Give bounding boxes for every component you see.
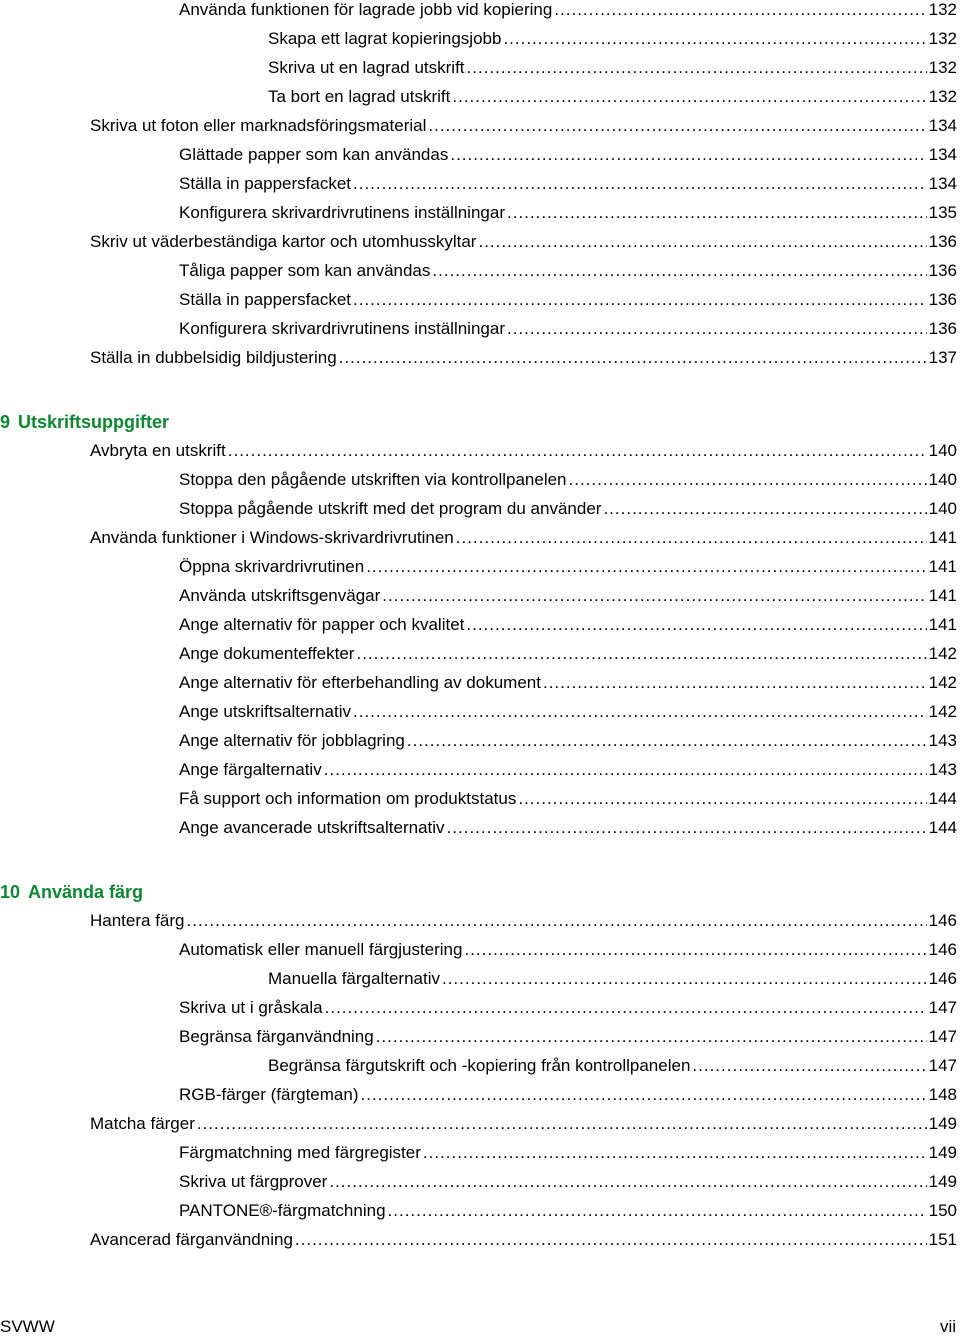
dot-leader — [197, 1112, 927, 1136]
toc-entry[interactable] — [179, 700, 957, 724]
toc-entry-page: 136 — [928, 232, 957, 251]
toc-entry-title: Ta bort en lagrad utskrift — [268, 87, 451, 106]
toc-entry-title: Skriva ut färgprover — [179, 1172, 328, 1191]
dot-leader — [228, 439, 927, 463]
toc-entry[interactable] — [268, 27, 957, 51]
dot-leader — [353, 700, 927, 724]
dot-leader — [554, 0, 926, 22]
toc-entry[interactable] — [179, 317, 957, 341]
toc-entry[interactable] — [179, 1170, 957, 1194]
toc-entry-page: 143 — [928, 731, 957, 750]
toc-entry[interactable] — [179, 1141, 957, 1165]
toc-entry-page: 148 — [928, 1085, 957, 1104]
toc-entry-title: Använda funktioner i Windows-skrivardrivrutinen — [90, 528, 454, 547]
toc-entry[interactable] — [179, 288, 957, 312]
toc-entry-page: 144 — [928, 818, 957, 837]
toc-entry-title: Ange alternativ för efterbehandling av dokument — [179, 673, 541, 692]
toc-entry-page: 141 — [928, 528, 957, 547]
toc-entry[interactable] — [179, 613, 957, 637]
toc-entry-page: 137 — [928, 348, 957, 367]
toc-entry-page: 136 — [928, 319, 957, 338]
toc-entry-title: Avancerad färganvändning — [90, 1230, 293, 1249]
toc-entry-page: 149 — [928, 1172, 957, 1191]
dot-leader — [325, 996, 927, 1020]
dot-leader — [388, 1199, 927, 1223]
toc-entry-title: Använda utskriftsgenvägar — [179, 586, 381, 605]
toc-entry-page: 132 — [928, 87, 957, 106]
toc-entry-page: 136 — [928, 290, 957, 309]
toc-entry-page: 143 — [928, 760, 957, 779]
dot-leader — [407, 729, 927, 753]
toc-entry-title: Konfigurera skrivardrivrutinens inställningar — [179, 203, 505, 222]
toc-entry-title: Skriva ut i gråskala — [179, 998, 323, 1017]
footer-doc-code: SVWW — [0, 1317, 55, 1336]
dot-leader — [518, 787, 926, 811]
toc-entry-title: Skriva ut foton eller marknadsföringsmaterial — [90, 116, 427, 135]
toc-entry-title: Begränsa färgutskrift och -kopiering från kontrollpanelen — [268, 1056, 691, 1075]
dot-leader — [692, 1054, 926, 1078]
toc-entry-page: 146 — [928, 969, 957, 988]
toc-entry[interactable] — [90, 439, 957, 463]
toc-entry-title: Tåliga papper som kan användas — [179, 261, 431, 280]
toc-entry[interactable] — [179, 729, 957, 753]
toc-entry[interactable] — [179, 584, 957, 608]
toc-entry[interactable] — [268, 1054, 957, 1078]
chapter-number: 10 — [0, 882, 21, 902]
toc-entry[interactable] — [179, 468, 957, 492]
toc-entry-title: Färgmatchning med färgregister — [179, 1143, 421, 1162]
dot-leader — [569, 468, 927, 492]
toc-entry[interactable] — [179, 497, 957, 521]
toc-entry[interactable] — [90, 526, 957, 550]
toc-entry[interactable] — [268, 56, 957, 80]
toc-entry-title: Öppna skrivardrivrutinen — [179, 557, 365, 576]
toc-entry-title: Använda funktionen för lagrade jobb vid kopiering — [179, 0, 553, 19]
toc-entry[interactable] — [179, 671, 957, 695]
chapter-heading[interactable] — [0, 410, 169, 434]
toc-entry-title: Skriva ut en lagrad utskrift — [268, 58, 465, 77]
toc-entry[interactable] — [179, 1083, 957, 1107]
dot-leader — [366, 555, 926, 579]
toc-entry[interactable] — [90, 1228, 957, 1252]
toc-entry[interactable] — [179, 201, 957, 225]
toc-entry-page: 151 — [928, 1230, 957, 1249]
toc-entry-title: RGB-färger (färgteman) — [179, 1085, 359, 1104]
toc-entry-title: Stoppa den pågående utskriften via kontrollpanelen — [179, 470, 567, 489]
toc-entry-page: 132 — [928, 0, 957, 19]
dot-leader — [329, 1170, 926, 1194]
toc-entry[interactable] — [179, 758, 957, 782]
dot-leader — [603, 497, 926, 521]
toc-entry-page: 146 — [928, 911, 957, 930]
toc-entry-page: 142 — [928, 644, 957, 663]
toc-entry-title: Skapa ett lagrat kopieringsjobb — [268, 29, 502, 48]
toc-entry-title: Ange alternativ för papper och kvalitet — [179, 615, 465, 634]
toc-entry-page: 146 — [928, 940, 957, 959]
dot-leader — [507, 317, 927, 341]
toc-entry[interactable] — [179, 259, 957, 283]
dot-leader — [478, 230, 926, 254]
toc-entry[interactable] — [179, 938, 957, 962]
toc-entry-title: Glättade papper som kan användas — [179, 145, 449, 164]
toc-entry-page: 149 — [928, 1143, 957, 1162]
dot-leader — [452, 85, 926, 109]
dot-leader — [376, 1025, 927, 1049]
toc-entry-title: Ange dokumenteffekter — [179, 644, 355, 663]
toc-entry-page: 141 — [928, 586, 957, 605]
toc-entry-page: 141 — [928, 615, 957, 634]
dot-leader — [353, 288, 927, 312]
toc-entry-page: 134 — [928, 145, 957, 164]
toc-entry-page: 142 — [928, 673, 957, 692]
toc-entry[interactable] — [179, 1025, 957, 1049]
toc-entry[interactable] — [179, 996, 957, 1020]
footer-page-number: vii — [939, 1317, 956, 1336]
toc-entry-title: Avbryta en utskrift — [90, 441, 226, 460]
dot-leader — [466, 613, 926, 637]
toc-entry[interactable] — [179, 787, 957, 811]
toc-entry-page: 132 — [928, 58, 957, 77]
chapter-title: Utskriftsuppgifter — [18, 412, 170, 432]
toc-entry[interactable] — [179, 1199, 957, 1223]
toc-entry-page: 149 — [928, 1114, 957, 1133]
toc-entry-title: Hantera färg — [90, 911, 185, 930]
toc-entry-title: Ange alternativ för jobblagring — [179, 731, 405, 750]
dot-leader — [503, 27, 926, 51]
dot-leader — [295, 1228, 927, 1252]
toc-entry-title: Begränsa färganvändning — [179, 1027, 374, 1046]
toc-entry-page: 140 — [928, 470, 957, 489]
toc-entry-page: 147 — [928, 998, 957, 1017]
toc-entry[interactable] — [268, 967, 957, 991]
dot-leader — [456, 526, 927, 550]
toc-entry[interactable] — [90, 114, 957, 138]
toc-entry-title: Ställa in pappersfacket — [179, 290, 351, 309]
toc-entry-title: Ange utskriftsalternativ — [179, 702, 351, 721]
toc-entry-page: 147 — [928, 1056, 957, 1075]
toc-entry-title: Automatisk eller manuell färgjustering — [179, 940, 463, 959]
dot-leader — [442, 967, 927, 991]
toc-entry-page: 150 — [928, 1201, 957, 1220]
toc-entry-title: Manuella färgalternativ — [268, 969, 440, 988]
toc-entry-page: 135 — [928, 203, 957, 222]
dot-leader — [507, 201, 927, 225]
toc-entry-page: 134 — [928, 174, 957, 193]
toc-entry-page: 147 — [928, 1027, 957, 1046]
toc-entry-page: 136 — [928, 261, 957, 280]
toc-entry[interactable] — [179, 172, 957, 196]
toc-entry-title: PANTONE®-färgmatchning — [179, 1201, 386, 1220]
toc-entry-page: 144 — [928, 789, 957, 808]
toc-entry-title: Ställa in pappersfacket — [179, 174, 351, 193]
toc-entry-title: Ange avancerade utskriftsalternativ — [179, 818, 445, 837]
toc-entry[interactable] — [90, 230, 957, 254]
dot-leader — [187, 909, 927, 933]
dot-leader — [447, 816, 927, 840]
toc-entry-page: 140 — [928, 499, 957, 518]
toc-entry[interactable] — [179, 143, 957, 167]
toc-entry-title: Konfigurera skrivardrivrutinens inställningar — [179, 319, 505, 338]
dot-leader — [428, 114, 926, 138]
toc-entry[interactable] — [90, 1112, 957, 1136]
toc-entry[interactable] — [179, 555, 957, 579]
toc-entry[interactable] — [268, 85, 957, 109]
chapter-title: Använda färg — [28, 882, 144, 902]
toc-entry-title: Få support och information om produktstatus — [179, 789, 517, 808]
dot-leader — [432, 259, 926, 283]
toc-entry-page: 140 — [928, 441, 957, 460]
toc-entry[interactable] — [179, 0, 957, 22]
toc-entry-page: 141 — [928, 557, 957, 576]
dot-leader — [464, 938, 926, 962]
toc-entry-title: Stoppa pågående utskrift med det program du använder — [179, 499, 602, 518]
dot-leader — [450, 143, 926, 167]
chapter-heading[interactable] — [0, 880, 143, 904]
dot-leader — [423, 1141, 927, 1165]
toc-entry-page: 132 — [928, 29, 957, 48]
dot-leader — [361, 1083, 927, 1107]
toc-entry[interactable] — [90, 346, 957, 370]
chapter-number: 9 — [0, 412, 11, 432]
toc-entry-page: 142 — [928, 702, 957, 721]
toc-entry-title: Ange färgalternativ — [179, 760, 322, 779]
dot-leader — [324, 758, 927, 782]
toc-entry-page: 134 — [928, 116, 957, 135]
toc-entry[interactable] — [90, 909, 957, 933]
dot-leader — [356, 642, 926, 666]
toc-entry[interactable] — [179, 816, 957, 840]
dot-leader — [467, 56, 927, 80]
dot-leader — [382, 584, 926, 608]
toc-entry-title: Ställa in dubbelsidig bildjustering — [90, 348, 337, 367]
toc-entry-title: Skriv ut väderbeständiga kartor och utomhusskyltar — [90, 232, 477, 251]
dot-leader — [353, 172, 927, 196]
dot-leader — [543, 671, 927, 695]
toc-entry-title: Matcha färger — [90, 1114, 195, 1133]
toc-entry[interactable] — [179, 642, 957, 666]
dot-leader — [339, 346, 927, 370]
